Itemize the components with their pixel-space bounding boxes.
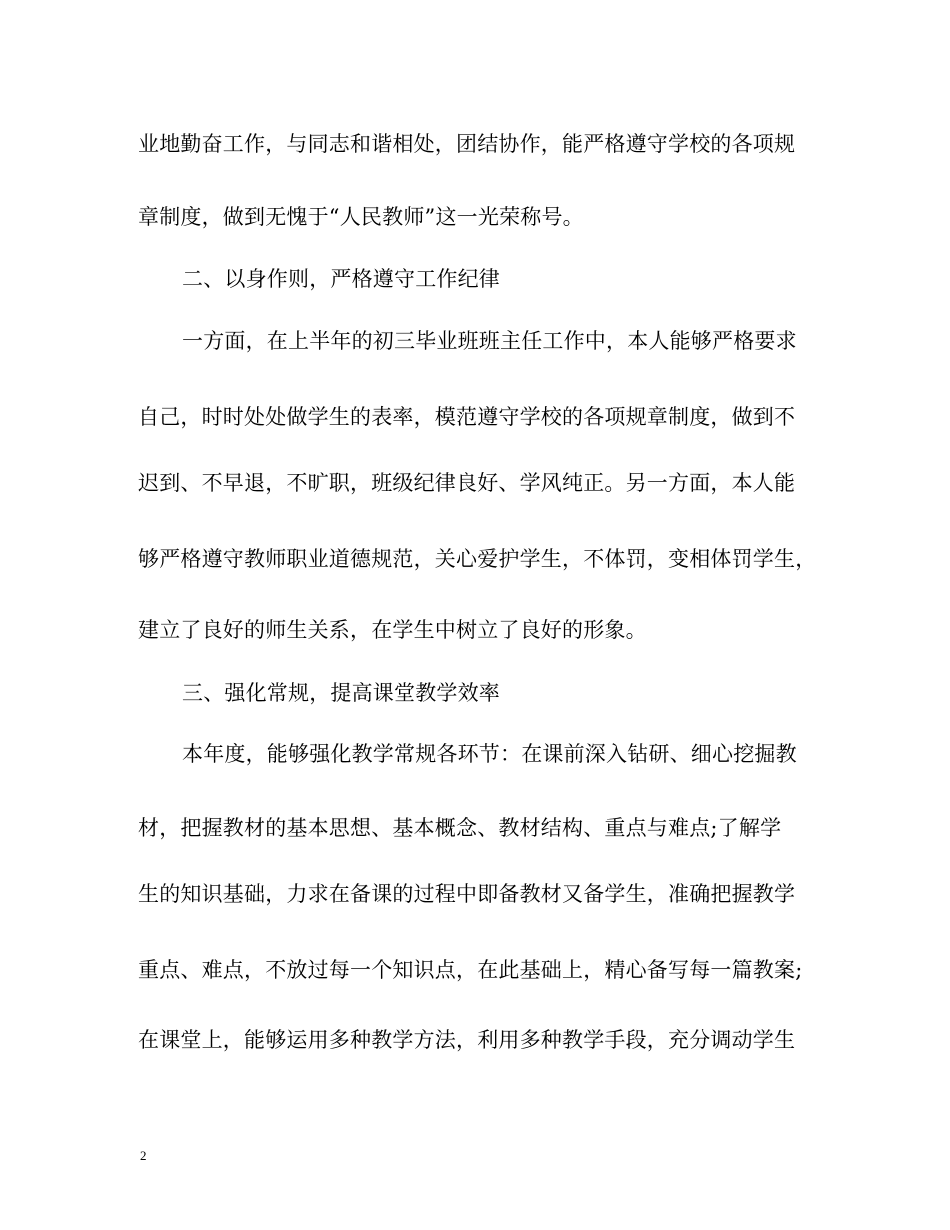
text-line: 重点、难点，不放过每一个知识点，在此基础上，精心备写每一篇教案; <box>138 958 803 982</box>
text-line: 迟到、不早退，不旷职，班级纪律良好、学风纯正。另一方面，本人能 <box>138 471 796 495</box>
section-heading: 二、以身作则，严格遵守工作纪律 <box>182 267 500 291</box>
text-line: 本年度，能够强化教学常规各环节：在课前深入钻研、细心挖掘教 <box>182 742 797 766</box>
text-line: 建立了良好的师生关系，在学生中树立了良好的形象。 <box>138 618 647 642</box>
text-line: 自己，时时处处做学生的表率，模范遵守学校的各项规章制度，做到不 <box>138 405 796 429</box>
text-line: 一方面，在上半年的初三毕业班班主任工作中，本人能够严格要求 <box>182 329 797 353</box>
section-heading: 三、强化常规，提高课堂教学效率 <box>182 681 500 705</box>
text-line: 业地勤奋工作，与同志和谐相处，团结协作，能严格遵守学校的各项规 <box>138 132 796 156</box>
page-number: 2 <box>140 1148 147 1163</box>
text-line: 够严格遵守教师职业道德规范，关心爱护学生，不体罚，变相体罚学生， <box>138 547 817 571</box>
text-line: 材，把握教材的基本思想、基本概念、教材结构、重点与难点;了解学 <box>138 816 782 840</box>
text-line: 生的知识基础，力求在备课的过程中即备教材又备学生，准确把握教学 <box>138 882 796 906</box>
text-line: 在课堂上，能够运用多种教学方法，利用多种教学手段，充分调动学生 <box>138 1028 796 1052</box>
text-line: 章制度，做到无愧于“人民教师”这一光荣称号。 <box>138 205 584 229</box>
